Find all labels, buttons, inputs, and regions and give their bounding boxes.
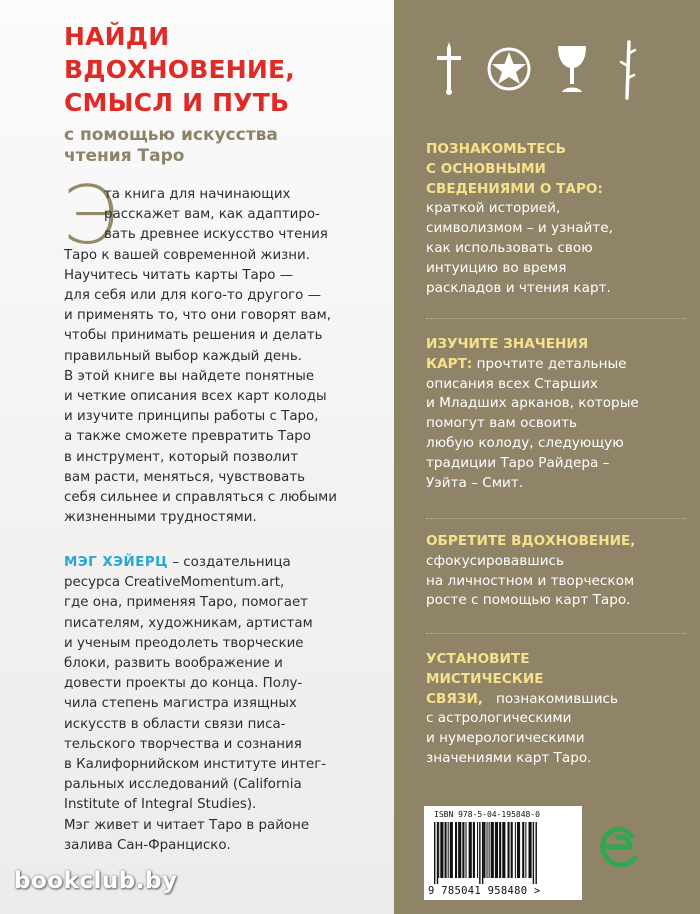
intro-line: и применять то, что они говорят вам, — [64, 308, 331, 324]
barcode-bar — [499, 822, 501, 878]
barcode-bar — [515, 822, 516, 878]
subheadline-line: чтения Таро — [64, 146, 185, 166]
author-line: Мэг живет и читает Таро в районе — [64, 817, 310, 833]
feature-line: помогут вам освоить — [426, 415, 578, 432]
intro-line: В этой книге вы найдете понятные — [64, 368, 315, 384]
feature-line: и Младших арканов, которые — [426, 395, 639, 412]
sword-icon — [434, 40, 464, 96]
author-line: ресурса CreativeMomentum.art, — [64, 575, 285, 591]
barcode-bar — [445, 822, 447, 878]
intro-line: Научитесь читать карты Таро — — [64, 267, 294, 283]
feature-card-meanings — [426, 335, 688, 493]
wand-icon — [616, 40, 640, 100]
barcode-bar — [511, 822, 513, 878]
intro-line: чтобы принимать решения и делать — [64, 328, 323, 344]
feature-line: традиции Таро Райдера – — [426, 454, 610, 471]
barcode-bar — [529, 822, 532, 878]
author-line: тельского творчества и сознания — [64, 736, 302, 752]
intro-line: и четкие описания всех карт колоды — [64, 389, 327, 405]
barcode-bar — [458, 822, 461, 878]
author-line: в Калифорнийском институте интег- — [64, 757, 327, 773]
feature-heading: ПОЗНАКОМЬТЕСЬ — [426, 141, 566, 157]
barcode-bar — [440, 822, 443, 878]
suit-symbols — [430, 40, 650, 100]
isbn-label: ISBN 978-5-04-195848-0 — [434, 810, 540, 819]
feature-line: раскладов и чтения карт. — [426, 279, 611, 296]
feature-heading: УСТАНОВИТЕ — [426, 651, 530, 667]
author-line: и ученым преодолеть творческие — [64, 635, 304, 651]
feature-line: на личностном и творческом — [426, 572, 635, 589]
subheadline — [64, 125, 364, 167]
author-line: где она, применяя Таро, помогает — [64, 595, 308, 611]
author-line: ральных исследований (California — [64, 777, 302, 793]
feature-line: краткой историей, — [426, 200, 561, 217]
intro-line: а также сможете превратить Таро — [64, 429, 311, 445]
intro-line: вать древнее искусство чтения — [104, 227, 328, 243]
author-line: искусств в области связи писа- — [64, 716, 286, 732]
feature-mystic-links — [426, 650, 688, 769]
barcode-bar — [477, 822, 478, 878]
headline-line: НАЙДИ — [64, 22, 170, 51]
barcode-bar — [466, 822, 467, 878]
barcode-guard — [479, 822, 480, 884]
barcode-bars — [434, 822, 572, 884]
feature-line — [426, 355, 688, 375]
feature-heading: ОБРЕТИТЕ ВДОХНОВЕНИЕ, — [426, 533, 636, 549]
barcode-bar — [462, 822, 464, 878]
author-bio-first-line — [64, 553, 349, 573]
barcode-bar — [502, 822, 505, 878]
feature-line-rest: прочтите детальные — [472, 355, 627, 372]
author-bio — [64, 553, 349, 856]
barcode-guard — [434, 822, 435, 884]
feature-line-rest: познакомившись — [483, 690, 619, 707]
feature-basics — [426, 140, 688, 298]
intro-line: вам расти, меняться, чувствовать — [64, 469, 306, 485]
headline-line: ВДОХНОВЕНИЕ, — [64, 55, 295, 84]
feature-heading: ИЗУЧИТЕ ЗНАЧЕНИЯ — [426, 336, 589, 352]
intro-line: жизненными трудностями. — [64, 510, 257, 526]
feature-line: Уэйта – Смит. — [426, 474, 524, 491]
barcode-bar — [438, 822, 439, 878]
barcode-guard — [536, 822, 537, 884]
feature-line: любую колоду, следующую — [426, 434, 624, 451]
eksmo-e-logo — [596, 824, 642, 870]
feature-heading: СВЯЗИ, — [426, 690, 484, 707]
author-line: блоки, развить воображение и — [64, 656, 283, 672]
intro-line: в инструмент, который позволит — [64, 449, 299, 465]
barcode-bar — [469, 822, 472, 878]
barcode-bar — [487, 822, 488, 878]
feature-line: росте с помощью карт Таро. — [426, 592, 631, 609]
feature-heading: С ОСНОВНЫМИ — [426, 160, 546, 177]
intro-text — [64, 185, 349, 528]
isbn-barcode — [424, 806, 582, 900]
barcode-bar — [448, 822, 449, 878]
barcode-bar — [522, 822, 524, 878]
feature-line: с астрологическими — [426, 710, 572, 727]
barcode-bar — [491, 822, 494, 878]
intro-line: та книга для начинающих — [104, 187, 291, 202]
barcode-bar — [483, 822, 485, 878]
feature-heading: СВЕДЕНИЯМИ О ТАРО: — [426, 180, 603, 197]
intro-line: правильный выбор каждый день. — [64, 348, 303, 364]
barcode-bar — [450, 822, 453, 878]
author-line: залива Сан-Франциско. — [64, 837, 231, 853]
feature-inspiration — [426, 532, 688, 611]
drop-cap: Э — [62, 169, 118, 262]
barcode-bar — [473, 822, 475, 878]
intro-line: расскажет вам, как адаптиро- — [104, 207, 320, 223]
watermark: bookclub.by — [14, 868, 178, 894]
cup-icon — [555, 42, 589, 96]
intro-line: для себя или для кого-то другого — — [64, 288, 322, 304]
barcode-bar — [508, 822, 510, 878]
headline — [64, 20, 364, 119]
intro-line: себя сильнее и справляться с любыми — [64, 490, 337, 506]
feature-line: описания всех Старших — [426, 375, 598, 392]
barcode-guard — [533, 822, 534, 884]
headline-line: СМЫСЛ И ПУТЬ — [64, 88, 290, 117]
section-divider — [426, 518, 686, 519]
barcode-bar — [525, 822, 526, 878]
barcode-bar — [495, 822, 498, 878]
feature-heading: МИСТИЧЕСКИЕ — [426, 670, 544, 687]
intro-line: Таро к вашей современной жизни. — [64, 247, 311, 263]
author-line: довести проекты до конца. Полу- — [64, 676, 303, 692]
barcode-bar — [489, 822, 490, 878]
barcode-guard — [437, 822, 438, 884]
barcode-bar — [455, 822, 457, 878]
subheadline-line: с помощью искусства — [64, 125, 278, 145]
intro-line: и изучите принципы работы с Таро, — [64, 409, 319, 425]
author-line: Institute of Integral Studies). — [64, 797, 257, 813]
section-divider — [426, 633, 686, 634]
isbn-digits: 9 785041 958480 > — [428, 885, 541, 897]
feature-heading: КАРТ: — [426, 355, 473, 372]
feature-line — [426, 690, 688, 710]
feature-line: символизмом – и узнайте, — [426, 220, 613, 237]
author-line: чила степень магистра изящных — [64, 696, 297, 712]
feature-line: сфокусировавшись — [426, 552, 565, 569]
barcode-bar — [517, 822, 520, 878]
pentacle-icon — [486, 46, 532, 92]
feature-line: как использовать свою — [426, 239, 593, 256]
feature-line: значениями карт Таро. — [426, 749, 592, 766]
author-line: писателям, художникам, артистам — [64, 615, 313, 631]
barcode-guard — [482, 822, 483, 884]
section-divider — [426, 318, 686, 319]
author-name: МЭГ ХЭЙЕРЦ — [64, 555, 169, 570]
author-role: – создательница — [168, 555, 291, 570]
feature-line: интуицию во время — [426, 259, 567, 276]
feature-line: и нумерологическими — [426, 730, 585, 747]
